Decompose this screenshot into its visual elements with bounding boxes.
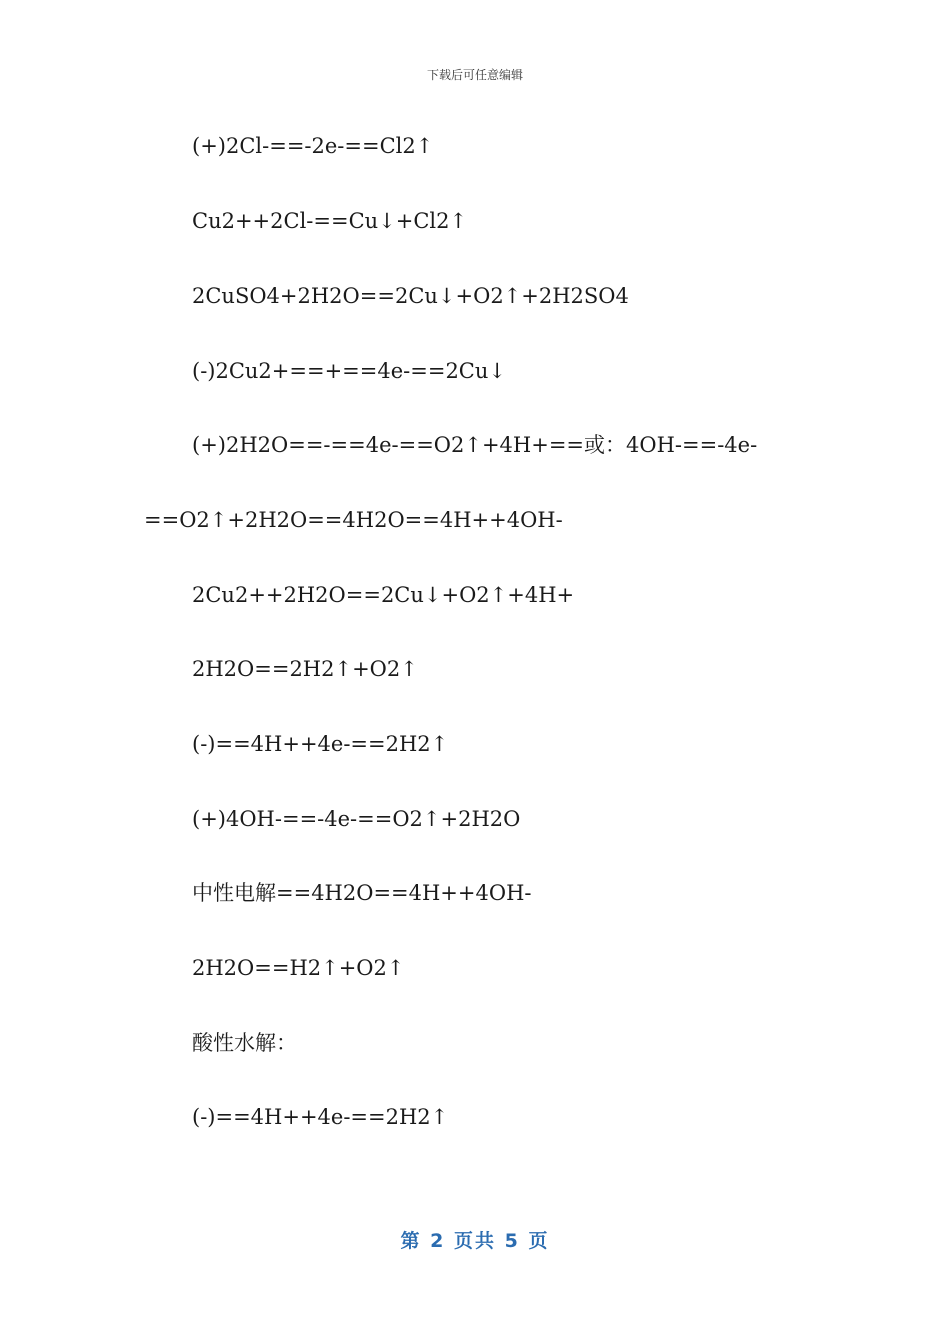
equation-line: 2CuSO4+2H2O==2Cu↓+O2↑+2H2SO4 [192, 284, 629, 308]
equation-line: 2H2O==H2↑+O2↑ [192, 956, 405, 980]
equation-line: 2H2O==2H2↑+O2↑ [192, 657, 418, 681]
equation-line-continued: ==O2↑+2H2O==4H2O==4H++4OH- [144, 508, 563, 532]
page-footer [0, 1226, 950, 1253]
equation-line: 2Cu2++2H2O==2Cu↓+O2↑+4H+ [192, 583, 575, 607]
equation-line: (-)==4H++4e-==2H2↑ [192, 1105, 449, 1129]
equation-line: Cu2++2Cl-==Cu↓+Cl2↑ [192, 209, 468, 233]
equation-line: (-)==4H++4e-==2H2↑ [192, 732, 449, 756]
page-header: 下载后可任意编辑 [426, 68, 523, 82]
equation-line: (-)2Cu2+==+==4e-==2Cu↓ [192, 359, 506, 383]
equation-line: 中性电解==4H2O==4H++4OH- [192, 881, 532, 905]
equation-line: (+)2H2O==-==4e-==O2↑+4H+==或：4OH-==-4e- [192, 433, 758, 457]
section-heading: 酸性水解： [192, 1031, 297, 1055]
equation-line: (+)2Cl-==-2e-==Cl2↑ [192, 134, 434, 158]
page-number: 第 2 页共 5 页 [400, 1230, 550, 1252]
equation-line: (+)4OH-==-4e-==O2↑+2H2O [192, 807, 521, 831]
